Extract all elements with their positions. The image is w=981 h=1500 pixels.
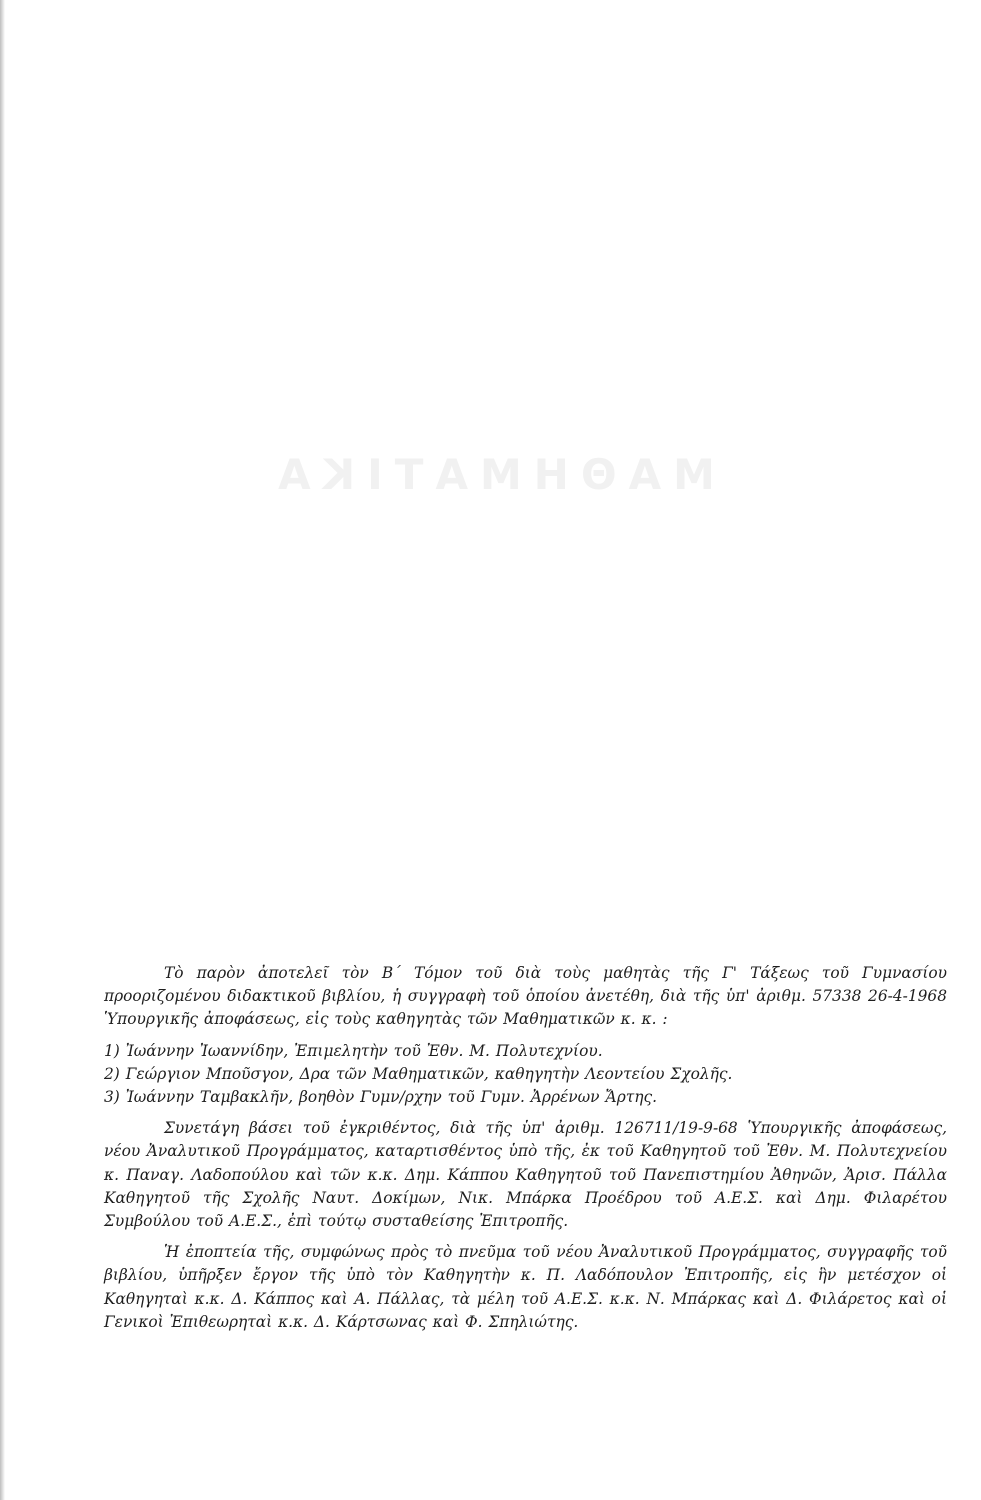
author-text: Γεώργιον Μποῦσγον, Δρα τῶν Μαθηματικῶν, καθηγητὴν Λεοντείου Σχολῆς. xyxy=(125,1064,733,1083)
authors-list xyxy=(104,1040,947,1110)
author-item-2 xyxy=(104,1063,947,1086)
author-number: 2) xyxy=(104,1064,120,1083)
author-text: Ἰωάννην Ταμβακλῆν, βοηθὸν Γυμν/ρχην τοῦ Γυμν. Ἀρρένων Ἄρτης. xyxy=(125,1088,658,1107)
bleed-through-title: ΜΑΘΗΜΑΤΙΚΑ xyxy=(266,450,715,499)
author-number: 3) xyxy=(104,1088,120,1107)
imprint-text-block xyxy=(104,962,947,1334)
compiled-paragraph: Συνετάγη βάσει τοῦ ἐγκριθέντος, διὰ τῆς ὑπ' ἀριθμ. 126711/19-9-68 Ὑπουργικῆς ἀποφάσεως, νέου Ἀναλυτικοῦ Προγράμματος, καταρτισθέντος ὑπὸ τῆς, ἐκ τοῦ Καθηγητοῦ τοῦ Ἐθν. Μ. Πολυτεχνείου κ. Παναγ. Λαδοπούλου καὶ τῶν κ.κ. Δημ. Κάππου Καθηγητοῦ τοῦ Πανεπιστημίου Ἀθηνῶν, Ἀρισ. Πάλλα Καθηγητοῦ τῆς Σχολῆς Ναυτ. Δοκίμων, Νικ. Μπάρκα Προέδρου τοῦ Α.Ε.Σ. καὶ Δημ. Φιλαρέτου Συμβούλου τοῦ Α.Ε.Σ., ἐπὶ τούτῳ συσταθείσης Ἐπιτροπῆς. xyxy=(104,1119,947,1231)
page-edge-shadow xyxy=(0,0,5,1500)
intro-paragraph: Τὸ παρὸν ἀποτελεῖ τὸν Β΄ Τόμον τοῦ διὰ τοὺς μαθητὰς τῆς Γ' Τάξεως τοῦ Γυμνασίου προοριζομένου διδακτικοῦ βιβλίου, ἡ συγγραφὴ τοῦ ὁποίου ἀνετέθη, διὰ τῆς ὑπ' ἀριθμ. 57338 26-4-1968 Ὑπουργικῆς ἀποφάσεως, εἰς τοὺς καθηγητὰς τῶν Μαθηματικῶν κ. κ. : xyxy=(104,964,947,1029)
author-number: 1) xyxy=(104,1041,120,1060)
author-item-3 xyxy=(104,1086,947,1109)
supervision-paragraph: Ἡ ἐποπτεία τῆς, συμφώνως πρὸς τὸ πνεῦμα τοῦ νέου Ἀναλυτικοῦ Προγράμματος, συγγραφῆς τοῦ βιβλίου, ὑπῆρξεν ἔργον τῆς ὑπὸ τὸν Καθηγητὴν κ. Π. Λαδόπουλον Ἐπιτροπῆς, εἰς ἣν μετέσχον οἱ Καθηγηταὶ κ.κ. Δ. Κάππος καὶ Α. Πάλλας, τὰ μέλη τοῦ Α.Ε.Σ. κ.κ. Ν. Μπάρκας καὶ Δ. Φιλάρετος καὶ οἱ Γενικοὶ Ἐπιθεωρηταὶ κ.κ. Δ. Κάρτσωνας καὶ Φ. Σπηλιώτης. xyxy=(104,1243,947,1331)
author-text: Ἰωάννην Ἰωαννίδην, Ἐπιμελητὴν τοῦ Ἐθν. Μ. Πολυτεχνίου. xyxy=(125,1041,603,1060)
author-item-1 xyxy=(104,1040,947,1063)
